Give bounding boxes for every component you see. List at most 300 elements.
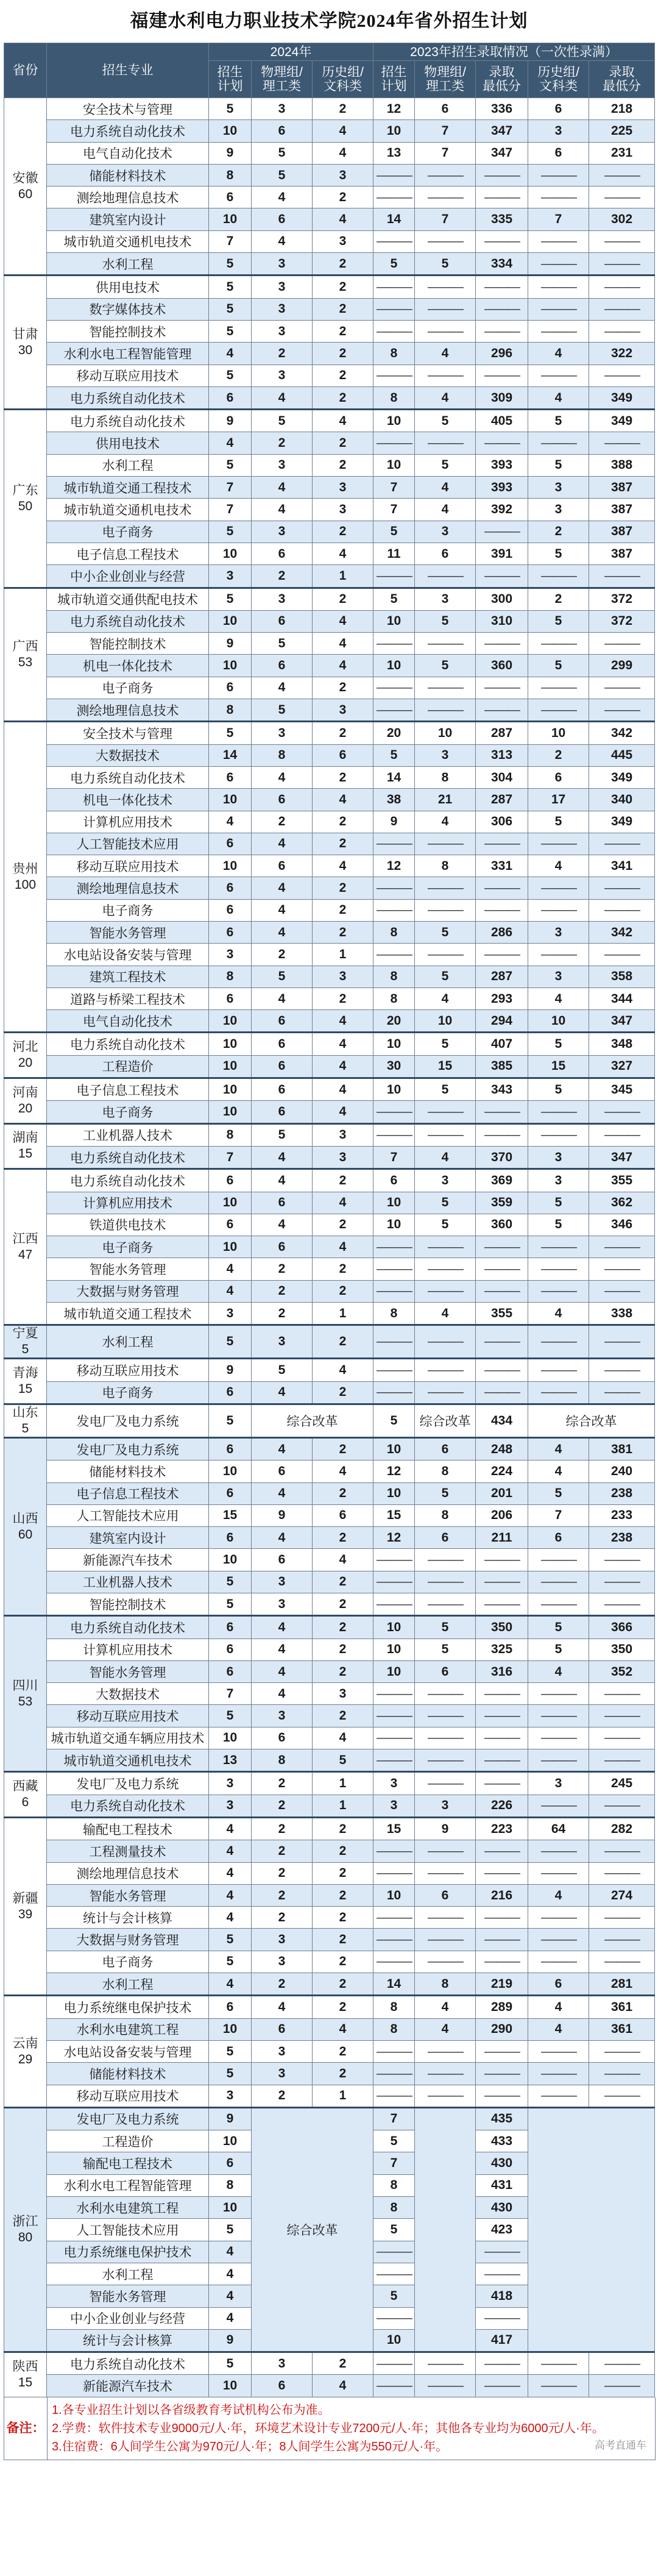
- empty-cell: ———: [476, 365, 528, 386]
- watermark: 高考直通车: [595, 2439, 646, 2451]
- empty-cell: ———: [476, 1236, 528, 1258]
- empty-cell: ———: [589, 1907, 655, 1929]
- value-cell: 388: [589, 454, 655, 476]
- value-cell: 325: [476, 1638, 528, 1660]
- value-cell: 331: [476, 855, 528, 877]
- value-cell: 3: [252, 365, 313, 386]
- value-cell: 10: [209, 208, 252, 230]
- value-cell: 349: [589, 766, 655, 788]
- value-cell: 5: [209, 2040, 252, 2062]
- value-cell: 4: [252, 187, 313, 208]
- value-cell: 206: [476, 1504, 528, 1526]
- value-cell: 10: [373, 1192, 415, 1214]
- value-cell: 1: [313, 1303, 373, 1325]
- empty-cell: ———: [415, 1325, 476, 1359]
- value-cell: 4: [209, 2307, 252, 2329]
- value-cell: 248: [476, 1437, 528, 1460]
- value-cell: 4: [528, 855, 589, 877]
- value-cell: 3: [252, 1929, 313, 1951]
- value-cell: 6: [252, 1549, 313, 1571]
- value-cell: 2: [313, 343, 373, 365]
- value-cell: 4: [209, 2285, 252, 2307]
- value-cell: 6: [252, 1078, 313, 1101]
- table-row: [4, 1169, 655, 1192]
- value-cell: 4: [313, 543, 373, 564]
- value-cell: 387: [589, 477, 655, 499]
- empty-cell: ———: [528, 276, 589, 298]
- header-2023: 2023年招生录取情况（一次性录满）: [373, 43, 655, 61]
- value-cell: 6: [209, 833, 252, 855]
- province-name: 贵州: [12, 861, 38, 876]
- empty-cell: ———: [373, 1929, 415, 1951]
- value-cell: 3: [252, 276, 313, 298]
- notes-label: 备注：: [4, 2397, 48, 2460]
- major-cell: 电子商务: [47, 899, 209, 921]
- value-cell: 10: [209, 1461, 252, 1482]
- empty-cell: ———: [415, 1907, 476, 1929]
- table-row: [4, 298, 655, 320]
- major-cell: 城市轨道交通供配电技术: [47, 588, 209, 610]
- table-row: [4, 1359, 655, 1381]
- major-cell: 电力系统自动化技术: [47, 1795, 209, 1817]
- empty-cell: ———: [528, 1325, 589, 1359]
- empty-cell: ———: [589, 1705, 655, 1727]
- table-row: [4, 565, 655, 588]
- value-cell: 9: [373, 811, 415, 833]
- empty-cell: ———: [415, 1258, 476, 1280]
- province-cell: [4, 1996, 47, 2107]
- table-row: [4, 1571, 655, 1593]
- table-row: [4, 1192, 655, 1214]
- header-major: 招生专业: [47, 43, 209, 98]
- empty-cell: ———: [589, 2063, 655, 2085]
- empty-cell: ———: [373, 633, 415, 655]
- value-cell: 381: [589, 1437, 655, 1460]
- province-cell: [4, 1123, 47, 1169]
- province-name: 甘肃: [12, 327, 38, 341]
- value-cell: 7: [373, 499, 415, 521]
- value-cell: 10: [209, 120, 252, 142]
- value-cell: 2: [313, 1482, 373, 1504]
- empty-cell: ———: [415, 298, 476, 320]
- empty-cell: ———: [415, 1381, 476, 1404]
- table-row: [4, 386, 655, 409]
- province-name: 广西: [12, 639, 38, 653]
- major-cell: 水利工程: [47, 2263, 209, 2285]
- value-cell: 6: [209, 766, 252, 788]
- value-cell: 238: [589, 1482, 655, 1504]
- province-total: 60: [18, 1527, 33, 1542]
- value-cell: 6: [209, 1638, 252, 1660]
- value-cell: 4: [252, 1437, 313, 1460]
- major-cell: 电气自动化技术: [47, 1010, 209, 1033]
- empty-cell: ———: [589, 899, 655, 921]
- province-total: 20: [18, 1101, 33, 1115]
- table-row: [4, 987, 655, 1009]
- value-cell: 3: [528, 120, 589, 142]
- value-cell: 366: [589, 1616, 655, 1638]
- major-cell: 发电厂及电力系统: [47, 1772, 209, 1795]
- empty-cell: ———: [528, 1951, 589, 1973]
- value-cell: 8: [252, 1749, 313, 1772]
- value-cell: 8: [373, 2174, 415, 2196]
- empty-cell: ———: [373, 899, 415, 921]
- value-cell: 2: [313, 1325, 373, 1359]
- value-cell: 5: [415, 454, 476, 476]
- value-cell: 2: [313, 1169, 373, 1192]
- province-total: 60: [18, 187, 33, 201]
- empty-cell: ———: [415, 276, 476, 298]
- value-cell: 4: [252, 1381, 313, 1404]
- table-row: [4, 1705, 655, 1727]
- province-name: 广东: [12, 483, 38, 497]
- province-name: 宁夏: [12, 1326, 38, 1341]
- empty-cell: ———: [589, 1683, 655, 1705]
- value-cell: 360: [476, 655, 528, 677]
- value-cell: 2: [313, 1817, 373, 1840]
- value-cell: 6: [209, 899, 252, 921]
- value-cell: 293: [476, 987, 528, 1009]
- value-cell: 10: [373, 2329, 415, 2352]
- value-cell: 4: [252, 766, 313, 788]
- value-cell: 392: [476, 499, 528, 521]
- value-cell: 7: [209, 230, 252, 252]
- value-cell: 4: [528, 1884, 589, 1906]
- table-row: [4, 1749, 655, 1772]
- major-cell: 工业机器人技术: [47, 1123, 209, 1146]
- value-cell: 5: [415, 1214, 476, 1236]
- value-cell: 2: [313, 98, 373, 120]
- empty-cell: ———: [415, 1359, 476, 1381]
- value-cell: 3: [252, 320, 313, 342]
- value-cell: 5: [252, 1359, 313, 1381]
- empty-cell: ———: [373, 298, 415, 320]
- value-cell: 10: [528, 1010, 589, 1033]
- value-cell: 4: [528, 1303, 589, 1325]
- value-cell: 6: [252, 1727, 313, 1749]
- major-cell: 电力系统自动化技术: [47, 1033, 209, 1055]
- empty-cell: ———: [528, 633, 589, 655]
- table-row: [4, 1593, 655, 1616]
- value-cell: 5: [528, 610, 589, 632]
- value-cell: 8: [373, 1303, 415, 1325]
- empty-cell: ———: [589, 877, 655, 899]
- value-cell: 3: [252, 2352, 313, 2375]
- value-cell: 4: [209, 2263, 252, 2285]
- empty-cell: ———: [373, 877, 415, 899]
- value-cell: 4: [313, 655, 373, 677]
- value-cell: 10: [373, 1078, 415, 1101]
- table-row: [4, 1325, 655, 1359]
- value-cell: 6: [373, 1169, 415, 1192]
- value-cell: 1: [313, 1772, 373, 1795]
- empty-cell: ———: [528, 2063, 589, 2085]
- major-cell: 新能源汽车技术: [47, 2375, 209, 2397]
- empty-cell: ———: [528, 899, 589, 921]
- table-row: [4, 588, 655, 610]
- empty-cell: ———: [415, 1236, 476, 1258]
- value-cell: 431: [476, 2174, 528, 2196]
- empty-cell: ———: [415, 1840, 476, 1862]
- value-cell: 340: [589, 789, 655, 811]
- empty-cell: ———: [589, 230, 655, 252]
- value-cell: 10: [209, 2375, 252, 2397]
- value-cell: 417: [476, 2329, 528, 2352]
- value-cell: 302: [589, 208, 655, 230]
- value-cell: 5: [415, 1638, 476, 1660]
- value-cell: 4: [415, 499, 476, 521]
- major-cell: 电力系统继电保护技术: [47, 1996, 209, 2018]
- value-cell: 6: [252, 1101, 313, 1123]
- value-cell: 3: [528, 477, 589, 499]
- empty-cell: ———: [373, 677, 415, 699]
- empty-cell: ———: [528, 2352, 589, 2375]
- value-cell: 423: [476, 2219, 528, 2241]
- value-cell: 2: [313, 1593, 373, 1616]
- value-cell: 4: [313, 1461, 373, 1482]
- empty-cell: ———: [373, 2263, 415, 2285]
- major-cell: 电力系统自动化技术: [47, 766, 209, 788]
- value-cell: 8: [252, 744, 313, 766]
- empty-cell: ———: [476, 899, 528, 921]
- table-row: [4, 454, 655, 476]
- table-row: [4, 1884, 655, 1906]
- table-row: [4, 722, 655, 744]
- value-cell: 4: [209, 1973, 252, 1996]
- table-row: [4, 1381, 655, 1404]
- province-cell: [4, 1325, 47, 1359]
- table-row: [4, 2107, 655, 2130]
- major-cell: 建筑工程技术: [47, 966, 209, 987]
- empty-cell: ———: [373, 1101, 415, 1123]
- value-cell: 360: [476, 1214, 528, 1236]
- value-cell: 3: [313, 499, 373, 521]
- value-cell: 6: [252, 1192, 313, 1214]
- empty-cell: ———: [373, 1280, 415, 1302]
- value-cell: 8: [415, 1973, 476, 1996]
- value-cell: 3: [209, 1795, 252, 1817]
- value-cell: 6: [252, 1236, 313, 1258]
- value-cell: 2: [252, 1817, 313, 1840]
- value-cell: 2: [313, 1280, 373, 1302]
- value-cell: 10: [415, 1010, 476, 1033]
- value-cell: 4: [415, 811, 476, 833]
- value-cell: 418: [476, 2285, 528, 2307]
- table-row: [4, 187, 655, 208]
- major-cell: 储能材料技术: [47, 2063, 209, 2085]
- value-cell: 5: [209, 1593, 252, 1616]
- value-cell: 4: [252, 921, 313, 943]
- value-cell: 6: [252, 789, 313, 811]
- value-cell: 355: [476, 1303, 528, 1325]
- value-cell: 296: [476, 343, 528, 365]
- value-cell: [415, 2107, 476, 2352]
- province-cell: [4, 1169, 47, 1325]
- empty-cell: ———: [373, 699, 415, 722]
- value-cell: 347: [476, 120, 528, 142]
- value-cell: 352: [589, 1660, 655, 1682]
- major-cell: 移动互联应用技术: [47, 855, 209, 877]
- empty-cell: ———: [476, 1280, 528, 1302]
- table-row: [4, 1482, 655, 1504]
- value-cell: 4: [313, 855, 373, 877]
- empty-cell: ———: [373, 2040, 415, 2062]
- province-cell: [4, 722, 47, 1033]
- value-cell: 6: [209, 1616, 252, 1638]
- major-cell: 电力系统自动化技术: [47, 410, 209, 432]
- value-cell: 282: [589, 1817, 655, 1840]
- empty-cell: ———: [528, 1359, 589, 1381]
- value-cell: 5: [415, 1192, 476, 1214]
- value-cell: 2: [313, 766, 373, 788]
- value-cell: 4: [313, 208, 373, 230]
- province-total: 15: [18, 2375, 33, 2389]
- value-cell: 346: [589, 1214, 655, 1236]
- table-row: [4, 789, 655, 811]
- value-cell: 218: [589, 98, 655, 120]
- value-cell: 8: [415, 1504, 476, 1526]
- value-cell: 5: [528, 1078, 589, 1101]
- value-cell: 6: [415, 1437, 476, 1460]
- empty-cell: ———: [589, 1381, 655, 1404]
- value-cell: 219: [476, 1973, 528, 1996]
- value-cell: 10: [209, 655, 252, 677]
- major-cell: 道路与桥梁工程技术: [47, 987, 209, 1009]
- province-name: 云南: [12, 2036, 38, 2051]
- value-cell: 10: [209, 1033, 252, 1055]
- value-cell: 344: [589, 987, 655, 1009]
- value-cell: 7: [528, 1504, 589, 1526]
- value-cell: 5: [209, 98, 252, 120]
- empty-cell: ———: [476, 1359, 528, 1381]
- value-cell: 9: [415, 1817, 476, 1840]
- value-cell: 5: [373, 744, 415, 766]
- value-cell: 6: [209, 386, 252, 409]
- value-cell: 综合改革: [415, 1404, 476, 1437]
- value-cell: 4: [209, 811, 252, 833]
- empty-cell: ———: [589, 365, 655, 386]
- value-cell: 294: [476, 1010, 528, 1033]
- value-cell: 2: [313, 1840, 373, 1862]
- major-cell: 水利工程: [47, 454, 209, 476]
- value-cell: 5: [209, 2352, 252, 2375]
- value-cell: 5: [209, 454, 252, 476]
- value-cell: 361: [589, 1996, 655, 2018]
- empty-cell: ———: [476, 298, 528, 320]
- major-cell: 智能水务管理: [47, 1258, 209, 1280]
- province-name: 河南: [12, 1085, 38, 1100]
- empty-cell: ———: [528, 1907, 589, 1929]
- value-cell: 2: [252, 944, 313, 966]
- value-cell: 4: [415, 343, 476, 365]
- table-row: [4, 855, 655, 877]
- empty-cell: ———: [476, 699, 528, 722]
- empty-cell: ———: [373, 1325, 415, 1359]
- major-cell: 城市轨道交通机电技术: [47, 499, 209, 521]
- value-cell: 2: [252, 1884, 313, 1906]
- value-cell: 9: [209, 2329, 252, 2352]
- value-cell: 3: [252, 1325, 313, 1359]
- empty-cell: ———: [415, 432, 476, 454]
- table-row: [4, 655, 655, 677]
- value-cell: 4: [313, 2375, 373, 2397]
- value-cell: 10: [373, 410, 415, 432]
- empty-cell: ———: [528, 877, 589, 899]
- major-cell: 输配电工程技术: [47, 2152, 209, 2174]
- empty-cell: ———: [476, 2263, 528, 2285]
- value-cell: 8: [209, 2174, 252, 2196]
- province-name: 新疆: [12, 1891, 38, 1905]
- major-cell: 移动互联应用技术: [47, 2085, 209, 2107]
- major-cell: 电子商务: [47, 1236, 209, 1258]
- value-cell: 15: [209, 1504, 252, 1526]
- value-cell: 4: [313, 120, 373, 142]
- empty-cell: ———: [528, 1593, 589, 1616]
- header-physics-2023: 物理组/ 理工类: [415, 61, 476, 98]
- table-row: [4, 142, 655, 164]
- table-row: [4, 499, 655, 521]
- major-cell: 水利水电工程智能管理: [47, 2174, 209, 2196]
- value-cell: 2: [313, 811, 373, 833]
- value-cell: 5: [252, 142, 313, 164]
- value-cell: 8: [415, 1461, 476, 1482]
- empty-cell: ———: [528, 1258, 589, 1280]
- empty-cell: ———: [373, 187, 415, 208]
- empty-cell: ———: [373, 432, 415, 454]
- value-cell: 10: [209, 1236, 252, 1258]
- value-cell: 7: [415, 120, 476, 142]
- value-cell: 7: [415, 142, 476, 164]
- value-cell: 387: [589, 499, 655, 521]
- value-cell: 387: [589, 543, 655, 564]
- empty-cell: ———: [373, 1749, 415, 1772]
- empty-cell: ———: [589, 1549, 655, 1571]
- major-cell: 智能水务管理: [47, 921, 209, 943]
- empty-cell: ———: [415, 1683, 476, 1705]
- table-row: [4, 1951, 655, 1973]
- value-cell: 7: [415, 208, 476, 230]
- value-cell: 4: [313, 1010, 373, 1033]
- value-cell: 347: [589, 1010, 655, 1033]
- value-cell: 8: [209, 699, 252, 722]
- table-row: [4, 1461, 655, 1482]
- value-cell: 430: [476, 2197, 528, 2219]
- value-cell: 5: [209, 1929, 252, 1951]
- value-cell: 3: [415, 1795, 476, 1817]
- page-title: 福建水利电力职业技术学院2024年省外招生计划: [130, 11, 528, 31]
- empty-cell: ———: [589, 2085, 655, 2107]
- value-cell: 3: [373, 1772, 415, 1795]
- value-cell: 4: [313, 2018, 373, 2040]
- value-cell: 287: [476, 722, 528, 744]
- table-row: [4, 811, 655, 833]
- major-cell: 工业机器人技术: [47, 1571, 209, 1593]
- empty-cell: ———: [476, 1381, 528, 1404]
- empty-cell: ———: [528, 2375, 589, 2397]
- value-cell: 225: [589, 120, 655, 142]
- value-cell: 7: [373, 477, 415, 499]
- empty-cell: ———: [589, 1593, 655, 1616]
- value-cell: 2: [313, 1437, 373, 1460]
- value-cell: 3: [415, 744, 476, 766]
- empty-cell: ———: [415, 2085, 476, 2107]
- table-row: [4, 477, 655, 499]
- value-cell: 233: [589, 1504, 655, 1526]
- value-cell: 14: [373, 208, 415, 230]
- table-row: [4, 1504, 655, 1526]
- empty-cell: ———: [528, 833, 589, 855]
- value-cell: 2: [252, 811, 313, 833]
